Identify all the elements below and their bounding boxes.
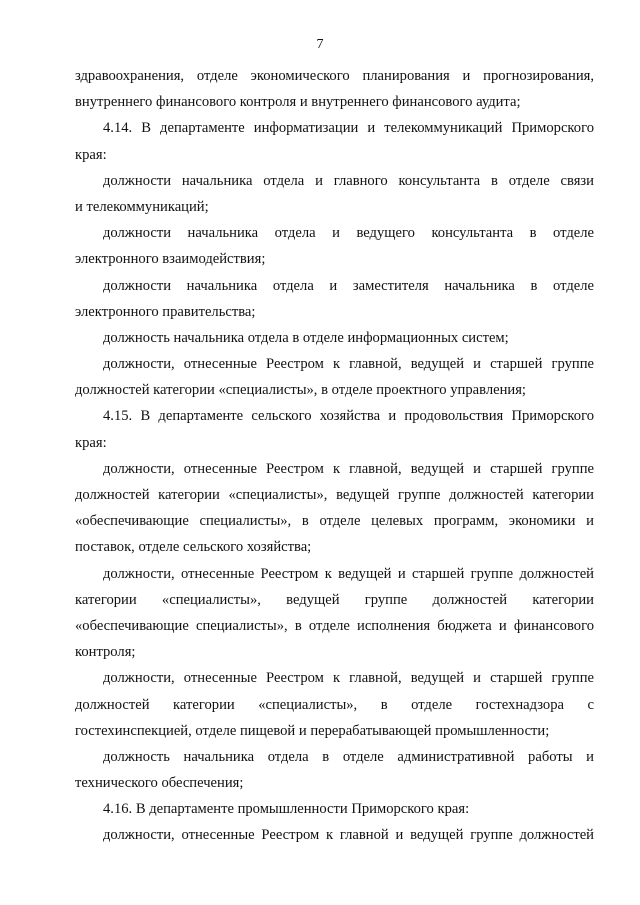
text-line: должности, отнесенные Реестром к главной, ведущей и старшей группе <box>103 356 594 373</box>
text-line: должность начальника отдела в отделе информационных систем; <box>103 329 509 346</box>
text-line: должности, отнесенные Реестром к главной и ведущей группе должностей <box>103 827 594 844</box>
text-line: «обеспечивающие специалисты», в отделе исполнения бюджета и финансового <box>75 617 594 634</box>
text-line: 4.16. В департаменте промышленности Приморского края: <box>103 801 470 818</box>
text-line: должностей категории «специалисты», в отделе проектного управления; <box>75 382 526 399</box>
text-line: контроля; <box>75 644 136 661</box>
text-line: технического обеспечения; <box>75 775 244 792</box>
text-line: края: <box>75 146 107 163</box>
text-line: должностей категории «специалисты», ведущей группе должностей категории <box>75 487 594 503</box>
text-line: 4.15. В департаменте сельского хозяйства и продовольствия Приморского <box>103 408 594 425</box>
text-line: должности начальника отдела и заместителя начальника в отделе <box>103 277 594 294</box>
text-line: электронного взаимодействия; <box>75 251 266 268</box>
text-line: внутреннего финансового контроля и внутреннего финансового аудита; <box>75 94 521 111</box>
text-line: должности начальника отдела и ведущего консультанта в отделе <box>103 225 594 242</box>
text-line: должность начальника отдела в отделе административной работы и <box>103 748 594 765</box>
text-line: края: <box>75 434 107 451</box>
text-line: электронного правительства; <box>75 303 256 320</box>
text-line: 4.14. В департаменте информатизации и телекоммуникаций Приморского <box>103 120 594 137</box>
text-line: здравоохранения, отделе экономического планирования и прогнозирования, <box>75 68 594 84</box>
text-line: должности начальника отдела и главного консультанта в отделе связи <box>103 172 594 189</box>
page-number: 7 <box>316 37 324 52</box>
text-line: должностей категории «специалисты», в отделе гостехнадзора с <box>75 696 594 713</box>
text-line: поставок, отделе сельского хозяйства; <box>75 539 312 556</box>
text-line: и телекоммуникаций; <box>75 198 209 215</box>
text-line: «обеспечивающие специалисты», в отделе целевых программ, экономики и <box>75 513 594 530</box>
text-line: гостехинспекцией, отделе пищевой и перерабатывающей промышленности; <box>75 722 550 739</box>
text-line: должности, отнесенные Реестром к главной, ведущей и старшей группе <box>103 670 594 687</box>
text-line: должности, отнесенные Реестром к ведущей и старшей группе должностей <box>103 565 594 582</box>
text-line: категории «специалисты», ведущей группе должностей категории <box>75 591 594 608</box>
document-body <box>75 63 594 849</box>
text-line: должности, отнесенные Реестром к главной, ведущей и старшей группе <box>103 460 594 477</box>
